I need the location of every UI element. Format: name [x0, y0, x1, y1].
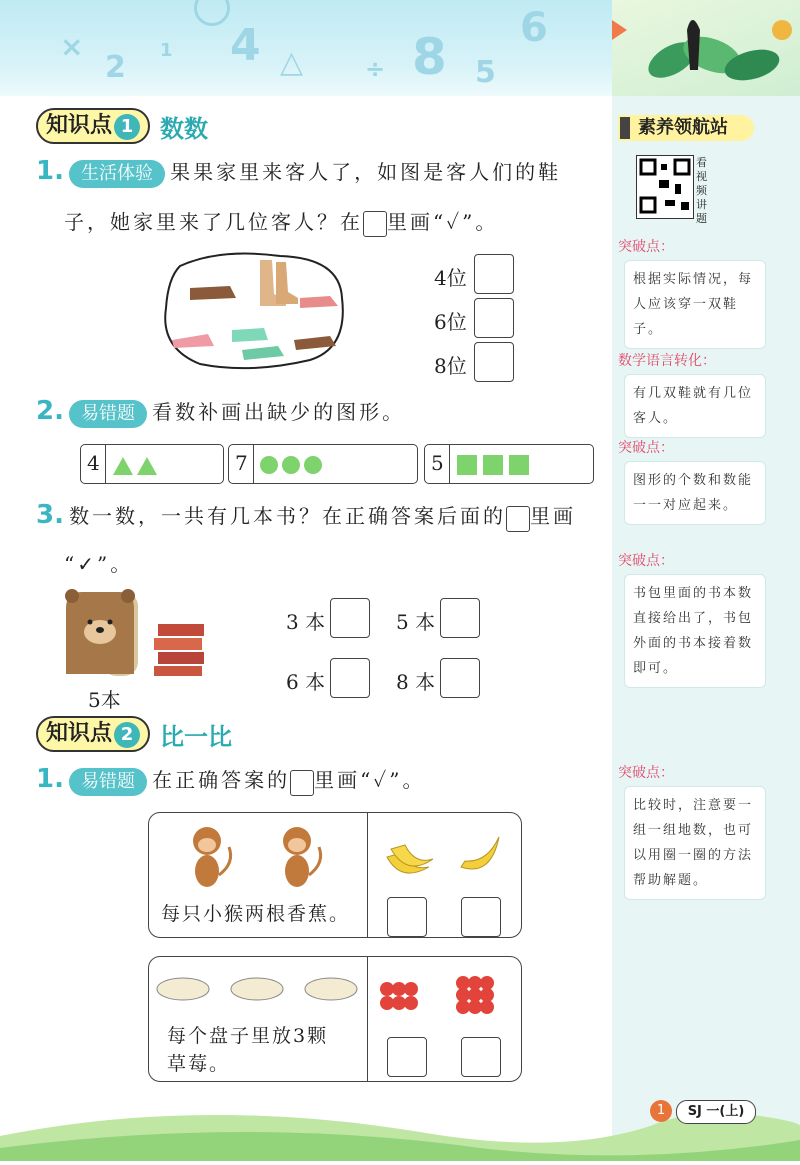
answer-box[interactable]	[474, 298, 514, 338]
question-number: 2.	[36, 396, 64, 426]
note-card: 有几双鞋就有几位客人。	[624, 374, 766, 438]
answer-box-inline	[363, 211, 387, 237]
answer-box[interactable]	[474, 342, 514, 382]
lighthouse-icon	[620, 117, 630, 139]
section-number: 2	[114, 722, 140, 748]
note-title: 突破点：	[618, 765, 674, 781]
book-code: SJ 一(上)	[676, 1100, 756, 1124]
page-header: × 2 1 4 △ ÷ 8 5 6	[0, 0, 800, 96]
question-2	[36, 396, 405, 428]
question-number: 3.	[36, 500, 64, 530]
question-3	[36, 500, 616, 532]
question-tag: 易错题	[69, 768, 147, 796]
count-number: 7	[235, 451, 248, 475]
section-heading: 比一比	[160, 722, 233, 751]
count-number: 5	[431, 451, 444, 475]
answer-box[interactable]	[461, 897, 501, 937]
question-tag: 易错题	[69, 400, 147, 428]
option-label: 4位	[434, 266, 467, 290]
answer-box[interactable]	[474, 254, 514, 294]
square-icon	[455, 453, 535, 477]
section-label: 知识点	[46, 113, 113, 138]
section-heading: 数数	[160, 114, 209, 143]
answer-box[interactable]	[330, 658, 370, 698]
page-number: 1	[650, 1100, 672, 1122]
shoes-picture	[160, 248, 350, 372]
triangle-icon	[111, 453, 171, 477]
bag-label: 5本	[88, 688, 121, 712]
monkey-icon	[179, 823, 349, 893]
sidebar-title: 素养领航站	[638, 117, 728, 138]
panel-text: 每个盘子里放3颗	[167, 1025, 329, 1047]
question-text: 数一数，一共有几本书？在正确答案后面的	[69, 504, 507, 528]
option-label: 8 本	[396, 670, 436, 694]
question-text: 里画“✓”。	[387, 210, 499, 234]
answer-box[interactable]	[440, 658, 480, 698]
answer-box[interactable]	[387, 1037, 427, 1077]
question-text: 在正确答案的	[152, 768, 291, 792]
question-text: 里画“✓”。	[314, 768, 426, 792]
qr-label: 看视频讲题	[696, 156, 707, 225]
section-title-1	[36, 108, 208, 144]
plate-strawberry-panel	[148, 956, 522, 1082]
section-number: 1	[114, 114, 140, 140]
option-label: 6 本	[286, 670, 326, 694]
question-s2-1	[36, 764, 426, 796]
plate-icon	[153, 975, 363, 1005]
note-card: 根据实际情况，每人应该穿一双鞋子。	[624, 260, 766, 349]
strawberry-icon	[375, 971, 515, 1017]
count-number: 4	[87, 451, 100, 475]
answer-box[interactable]	[440, 598, 480, 638]
qr-code-icon[interactable]	[636, 155, 694, 219]
option-label: 3 本	[286, 610, 326, 634]
question-text: 子，她家里来了几位客人？在	[64, 210, 363, 234]
question-text-line2: “✓”。	[64, 552, 134, 576]
answer-box[interactable]	[330, 598, 370, 638]
question-tag: 生活体验	[69, 160, 165, 188]
section-label: 知识点	[46, 721, 113, 746]
question-text: 里画	[530, 504, 577, 528]
answer-box-inline	[290, 770, 314, 796]
question-text: 看数补画出缺少的图形。	[152, 400, 406, 424]
answer-box[interactable]	[387, 897, 427, 937]
question-text-line2	[64, 206, 498, 237]
answer-box-inline	[506, 506, 530, 532]
note-title: 突破点：	[618, 239, 674, 255]
panel-text: 每只小猴两根香蕉。	[161, 903, 351, 925]
question-number: 1.	[36, 764, 64, 794]
note-card: 图形的个数和数能一一对应起来。	[624, 461, 766, 525]
banana-icon	[381, 827, 511, 887]
note-title: 突破点：	[618, 440, 674, 456]
panel-text: 草莓。	[167, 1053, 231, 1075]
monkey-banana-panel	[148, 812, 522, 938]
backpack-books-picture	[62, 588, 212, 684]
question-number: 1.	[36, 156, 64, 186]
option-label: 5 本	[396, 610, 436, 634]
shape-box-triangles[interactable]	[80, 444, 224, 484]
leaf-icon	[612, 0, 800, 96]
sidebar-title-bg	[618, 115, 754, 141]
note-card: 比较时，注意要一组一组地数，也可以用圈一圈的方法帮助解题。	[624, 786, 766, 900]
shape-box-squares[interactable]	[424, 444, 594, 484]
note-card: 书包里面的书本数直接给出了，书包外面的书本接着数即可。	[624, 574, 766, 688]
circle-icon	[257, 453, 337, 477]
question-1	[36, 156, 616, 188]
shape-box-circles[interactable]	[228, 444, 418, 484]
section-title-2	[36, 716, 232, 752]
question-text: 果果家里来客人了，如图是客人们的鞋	[170, 160, 562, 184]
leaf-decoration	[612, 0, 800, 96]
option-label: 8位	[434, 354, 467, 378]
note-title: 突破点：	[618, 553, 674, 569]
answer-box[interactable]	[461, 1037, 501, 1077]
option-label: 6位	[434, 310, 467, 334]
note-title: 数学语言转化：	[618, 353, 716, 369]
